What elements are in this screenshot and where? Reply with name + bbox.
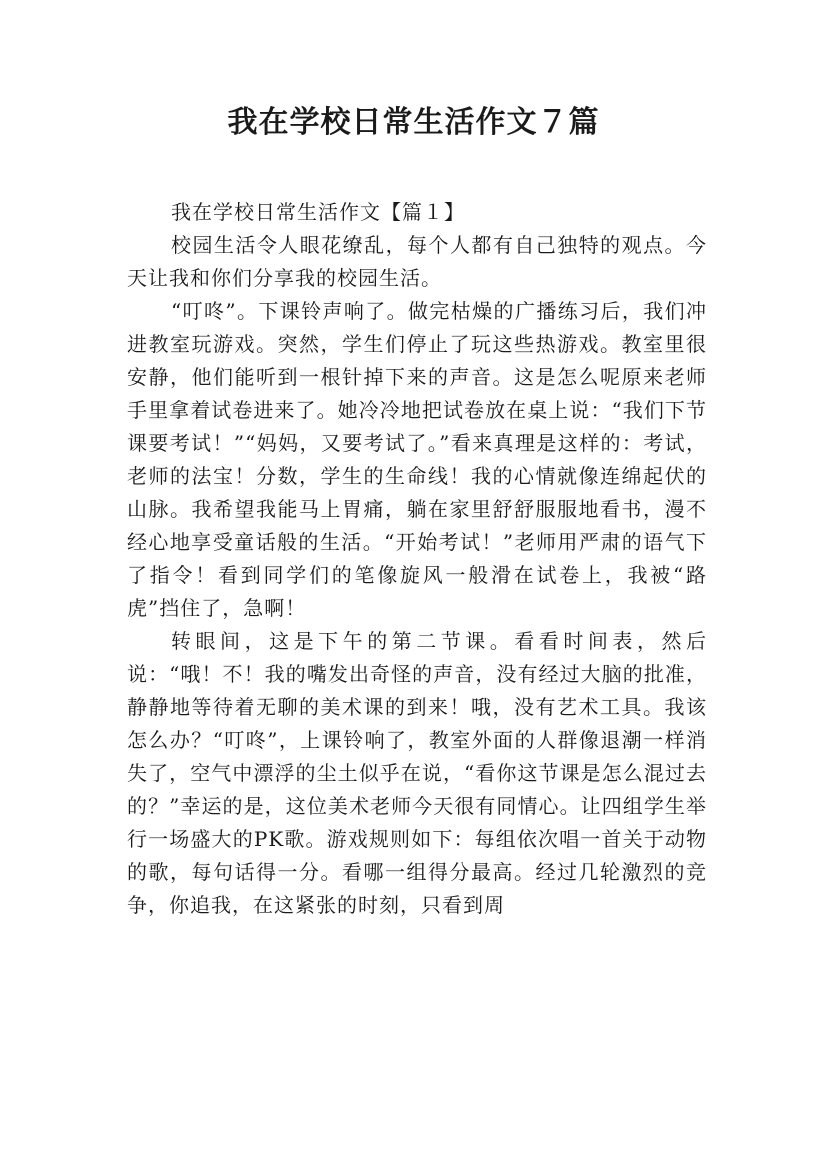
paragraph-art-class: 转眼间，这是下午的第二节课。看看时间表，然后说：“哦！不！我的嘴发出奇怪的声音，没有经过大脑的批准，静静地等待着无聊的美术课的到来！哦，没有艺术工具。我该怎么办？“叮咚”，上课铃响了，教室外面的人群像退潮一样消失了，空气中漂浮的尘土似乎在说，“看你这节课是怎么混过去的？”幸运的是，这位美术老师今天很有同情心。让四组学生举行一场盛大的PK歌。游戏规则如下：每组依次唱一首关于动物的歌，每句话得一分。看哪一组得分最高。经过几轮激烈的竞争，你追我，在这紧张的时刻，只看到周 bbox=[127, 629, 707, 917]
section-heading: 我在学校日常生活作文【篇１】 bbox=[171, 200, 465, 224]
document-title: 我在学校日常生活作文７篇 bbox=[227, 105, 600, 140]
paragraph-intro: 校园生活令人眼花缭乱，每个人都有自己独特的观点。今天让我和你们分享我的校园生活。 bbox=[127, 233, 707, 290]
paragraph-exam: “叮咚”。下课铃声响了。做完枯燥的广播练习后，我们冲进教室玩游戏。突然，学生们停止了玩这些热游戏。教室里很安静，他们能听到一根针掉下来的声音。这是怎么呢原来老师手里拿着试卷进来了。她冷冷地把试卷放在桌上说：“我们下节课要考试！”“妈妈，又要考试了。”看来真理是这样的：考试，老师的法宝！分数，学生的生命线！我的心情就像连绵起伏的山脉。我希望我能马上胃痛，躺在家里舒舒服服地看书，漫不经心地享受童话般的生活。“开始考试！”老师用严肃的语气下了指令！看到同学们的笔像旋风一般滑在试卷上，我被“路虎”挡住了，急啊！ bbox=[127, 299, 707, 620]
document-body bbox=[127, 196, 707, 922]
